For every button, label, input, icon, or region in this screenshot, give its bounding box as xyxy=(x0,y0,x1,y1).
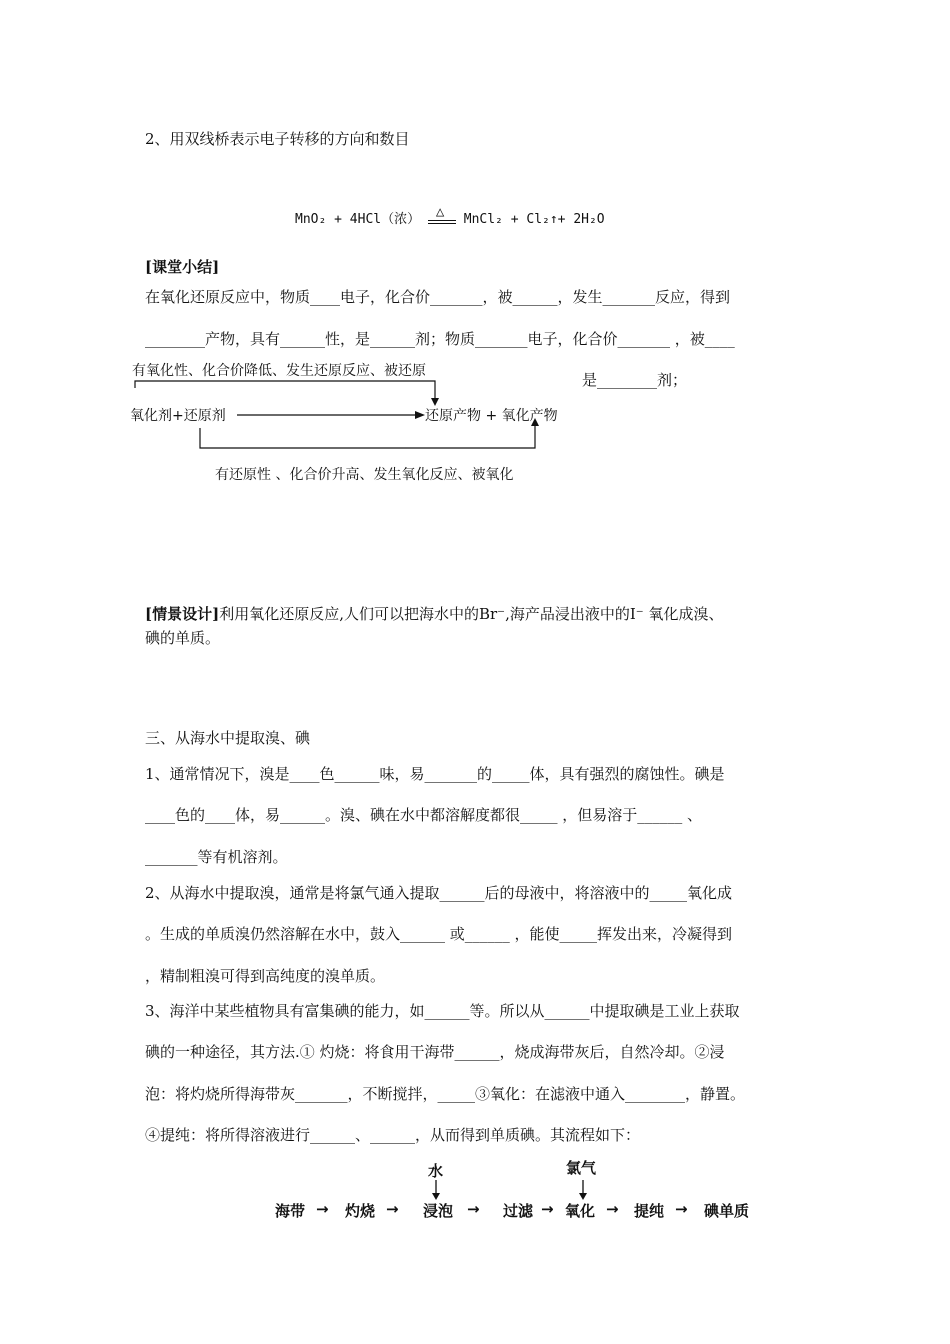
flow-arrow-3: → xyxy=(467,1200,480,1218)
section-3-p3-line-1: 3、海洋中某些植物具有富集碘的能力，如______等。所以从______中提取碘是工业上获取 xyxy=(145,1002,740,1020)
heating-sign xyxy=(428,204,456,227)
section-3-p3-line-4: ④提纯：将所得溶液进行______、______，从而得到单质碘。其流程如下： xyxy=(145,1126,641,1144)
chemical-equation xyxy=(295,204,605,227)
summary-title: [课堂小结] xyxy=(145,258,220,276)
scenario-line-2: 碘的单质。 xyxy=(145,629,221,647)
bridge-bottom-line xyxy=(200,422,535,448)
section-3-p1-line-1: 1、通常情况下，溴是____色______味，易_______的_____体，具有强烈的腐蚀性。碘是 xyxy=(145,765,725,783)
flow-input-water: 水 xyxy=(428,1162,444,1180)
section-3-p2-line-3: ，精制粗溴可得到高纯度的溴单质。 xyxy=(145,967,386,985)
flow-step-purification: 提纯 xyxy=(634,1202,665,1220)
bridge-bottom-label: 有还原性 、化合价升高、发生氧化反应、被氧化 xyxy=(215,467,514,483)
summary-line-2: ________产物，具有______性，是______剂；物质_______电子，化合价_______ ，被____ xyxy=(145,330,735,348)
delta-symbol: △ xyxy=(435,204,445,220)
flow-step-filtering: 过滤 xyxy=(503,1202,534,1220)
flow-input-chlorine: 氯气 xyxy=(566,1159,597,1177)
bridge-top-line xyxy=(135,381,435,402)
chlorine-arrowhead xyxy=(579,1193,587,1200)
equal-sign xyxy=(428,220,456,224)
section-3-p2-line-1: 2、从海水中提取溴，通常是将氯气通入提取______后的母液中，将溶液中的_____氧化成 xyxy=(145,884,733,902)
section-3-p1-line-3: _______等有机溶剂。 xyxy=(145,848,288,866)
scenario-line-1 xyxy=(145,603,723,624)
flow-step-seaweed: 海带 xyxy=(275,1202,306,1220)
water-arrowhead xyxy=(432,1193,440,1200)
section-3-p2-line-2: 。生成的单质溴仍然溶解在水中，鼓入______ 或______ ，能使_____挥发出来，冷凝得到 xyxy=(145,925,733,943)
section-3-title: 三、从海水中提取溴、碘 xyxy=(145,729,311,747)
reactants: 氧化剂+还原剂 xyxy=(130,408,226,424)
section-3-p3-line-3: 泡：将灼烧所得海带灰_______，不断搅拌，_____③氧化：在滤液中通入________，静置。 xyxy=(145,1085,746,1103)
section-heading-2: 2、用双线桥表示电子转移的方向和数目 xyxy=(145,130,410,148)
flow-step-burning: 灼烧 xyxy=(345,1202,376,1220)
summary-line-3-tail: 是________剂； xyxy=(582,371,688,389)
section-3-p1-line-2: ____色的____体，易______。溴、碘在水中都溶解度都很_____ ，但易溶于______ 、 xyxy=(145,806,703,824)
equation-left: MnO₂ + 4HCl（浓） xyxy=(295,212,421,227)
flow-step-soaking: 浸泡 xyxy=(423,1202,454,1220)
flow-step-iodine: 碘单质 xyxy=(704,1202,750,1220)
flow-arrow-4: → xyxy=(541,1200,554,1218)
equation-right: MnCl₂ + Cl₂↑+ 2H₂O xyxy=(463,212,605,227)
scenario-text-1: 利用氧化还原反应,人们可以把海水中的Br⁻,海产品浸出液中的I⁻ 氧化成溴、 xyxy=(219,605,724,623)
flow-arrow-1: → xyxy=(316,1200,329,1218)
products: 还原产物 + 氧化产物 xyxy=(425,408,558,424)
scenario-title: [情景设计] xyxy=(145,605,220,623)
flow-input-arrows xyxy=(420,1178,600,1202)
flow-arrow-2: → xyxy=(386,1200,399,1218)
flow-arrow-6: → xyxy=(675,1200,688,1218)
reaction-arrowhead xyxy=(415,411,425,419)
section-3-p3-line-2: 碘的一种途径，其方法.① 灼烧：将食用干海带______，烧成海带灰后，自然冷却。②浸 xyxy=(145,1043,725,1061)
flow-step-oxidation: 氧化 xyxy=(565,1202,596,1220)
bridge-top-label: 有氧化性、化合价降低、发生还原反应、被还原 xyxy=(132,363,426,379)
summary-line-1: 在氧化还原反应中，物质____电子，化合价_______，被______，发生_______反应，得到 xyxy=(145,288,731,306)
flow-arrow-5: → xyxy=(606,1200,619,1218)
